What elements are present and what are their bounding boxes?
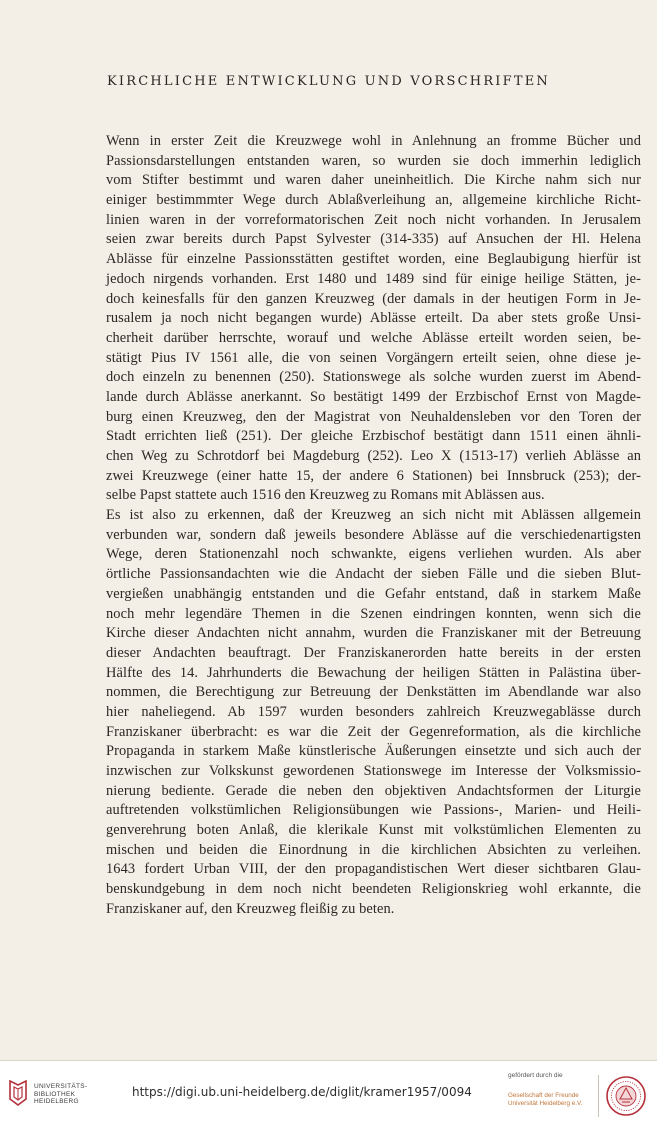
library-name <box>34 1083 87 1106</box>
permalink-url[interactable]: https://digi.ub.uni-heidelberg.de/diglit/kramer1957/0094 <box>132 1085 472 1099</box>
text-line: Es ist also zu erkennen, daß der Kreuzweg an sich nicht mit Ablässen allgemein <box>106 507 641 524</box>
footer-bar <box>0 1060 657 1123</box>
library-name-line-3: HEIDELBERG <box>34 1098 79 1106</box>
text-line: vergießen unabhängig entstanden und die Gefahr entstand, daß in starkem Maße <box>106 585 641 602</box>
text-line: hier naheliegend. Ab 1597 wurden besonders zahlreich Kreuzwegablässe durch <box>106 703 641 720</box>
text-line: Franziskaner überbracht: es war die Zeit der Gegenreformation, als die kirchliche <box>106 723 641 740</box>
text-line: Propaganda in starkem Maße künstlerische Äußerungen einsetzte und sich auch der <box>106 743 641 760</box>
text-line: Stadt errichten ließ (251). Der gleiche Erzbischof bestätigt dann 1511 einen ähnli- <box>106 428 641 445</box>
page-title: KIRCHLICHE ENTWICKLUNG UND VORSCHRIFTEN <box>106 74 550 89</box>
text-line: einiger bestimmmter Wege durch Ablaßverleihung an, allgemeine kirchliche Richt- <box>106 192 641 209</box>
text-line: nierung bediente. Gerade die neben den objektiven Andachtsformen der Liturgie <box>106 782 641 799</box>
text-line: Wenn in erster Zeit die Kreuzwege wohl in Anlehnung an fromme Bücher und <box>106 133 641 149</box>
library-name-line-2: BIBLIOTHEK <box>34 1090 76 1098</box>
text-line: doch einzeln zu benennen (250). Stationswege als solche wurden zuerst im Abend- <box>106 369 641 386</box>
text-line: dieser Andachten beauftragt. Der Franziskanerorden hatte bereits in der ersten <box>106 644 641 661</box>
text-line: cherheit darüber herrschte, worauf und welche Ablässe erteilt worden seien, be- <box>106 329 641 346</box>
text-line: 1643 fordert Urban VIII, der den propagandistischen Wert dieser sichtbaren Glau- <box>106 861 641 878</box>
text-line: noch mehr legendäre Themen in die Szenen eindringen konnten, wenn sich die <box>106 605 641 622</box>
text-line: burg einen Kreuzweg, den der Magistrat von Neuhaldensleben vor den Toren der <box>106 408 641 425</box>
text-line: genverehrung boten Anlaß, die klerikale Kunst mit volkstümlichen Elementen zu <box>106 822 641 839</box>
text-line: seien zwar bereits durch Papst Sylvester (314-335) auf Ansuchen der Hl. Helena <box>106 231 641 248</box>
text-line: linien waren in der vorreformatorischen Zeit noch nicht vorhanden. In Jerusalem <box>106 211 641 228</box>
text-line: doch keinesfalls für den ganzen Kreuzweg (der damals in der heutigen Form in Je- <box>106 290 641 307</box>
text-line: örtliche Passionsandachten wie die Andacht der sieben Fälle und die sieben Blut- <box>106 566 641 583</box>
text-line: Ablässe für einzelne Passionsstätten gestiftet worden, eine Beglaubigung hierfür ist <box>106 251 641 268</box>
text-line: verbunden war, sondern daß jeweils besondere Ablässe auf die verschiedenartigsten <box>106 526 641 543</box>
text-line: nommen, die Berechtigung zur Betreuung der Denkstätten im Abendlande war also <box>106 684 641 701</box>
society-name-line-2: Universität Heidelberg e.V. <box>508 1100 583 1107</box>
text-line: Hälfte des 14. Jahrhunderts die Bewachung der heiligen Stätten in Palästina über- <box>106 664 641 681</box>
text-line: zwei Kreuzwege (einer hatte 15, der andere 6 Stationen) bei Innsbruck (253); der- <box>106 467 641 484</box>
text-line: Wege, deren Stationenzahl noch schwankte, eigens verliehen wurden. Als aber <box>106 546 641 563</box>
text-line: rusalem ja noch nicht begangen wurde) Ablässe erteilt. Da aber stets große Unsi- <box>106 310 641 327</box>
society-name <box>508 1092 582 1108</box>
university-seal-icon <box>605 1075 647 1117</box>
text-line: auftretenden volkstümlichen Religionsübungen wie Passions-, Marien- und Heili- <box>106 802 641 819</box>
text-line: selbe Papst stattete auch 1516 den Kreuzweg zu Romans mit Ablässen aus. <box>106 487 545 504</box>
library-name-line-1: UNIVERSITÄTS- <box>34 1083 88 1090</box>
text-line: vom Stifter bestimmt und waren daher uneinheitlich. Die Kirche nahm sich nur <box>106 172 641 189</box>
text-line: stätigt Pius IV 1561 alle, die von seinen Vorgängern erteilt seien, ohne diese je- <box>106 349 641 366</box>
text-line: Kirche dieser Andachten nicht annahm, wurden die Franziskaner mit der Betreuung <box>106 625 641 642</box>
text-line: lande durch Ablässe anerkannt. So bestätigt 1499 der Erzbischof Ernst von Magde- <box>106 388 641 405</box>
university-library-logo-icon <box>8 1079 28 1107</box>
text-line: benskundgebung in dem noch nicht beendeten Religionskrieg wohl erkannte, die <box>106 881 641 898</box>
text-line: Passionsdarstellungen entstanden waren, so wurden sie doch immerhin lediglich <box>106 152 641 169</box>
footer-divider <box>598 1075 599 1117</box>
funded-by-label: gefördert durch die <box>508 1072 563 1079</box>
text-line: jedoch nirgends vorhanden. Erst 1480 und 1489 sind für einige heilige Stätten, je- <box>106 270 641 287</box>
text-line: chen Weg zu Schrotdorf bei Magdeburg (252). Leo X (1513-17) verlieh Ablässe an <box>106 448 641 464</box>
society-name-line-1: Gesellschaft der Freunde <box>508 1092 579 1099</box>
text-line: Franziskaner auf, den Kreuzweg fleißig zu beten. <box>106 900 395 917</box>
text-line: mischen und beiden die Einordnung in die kirchlichen Absichten zu verleihen. <box>106 841 641 858</box>
text-line: inzwischen zur Volkskunst gewordenen Stationswege im Interesse der Volksmissio- <box>106 763 641 779</box>
body-text <box>106 132 641 920</box>
